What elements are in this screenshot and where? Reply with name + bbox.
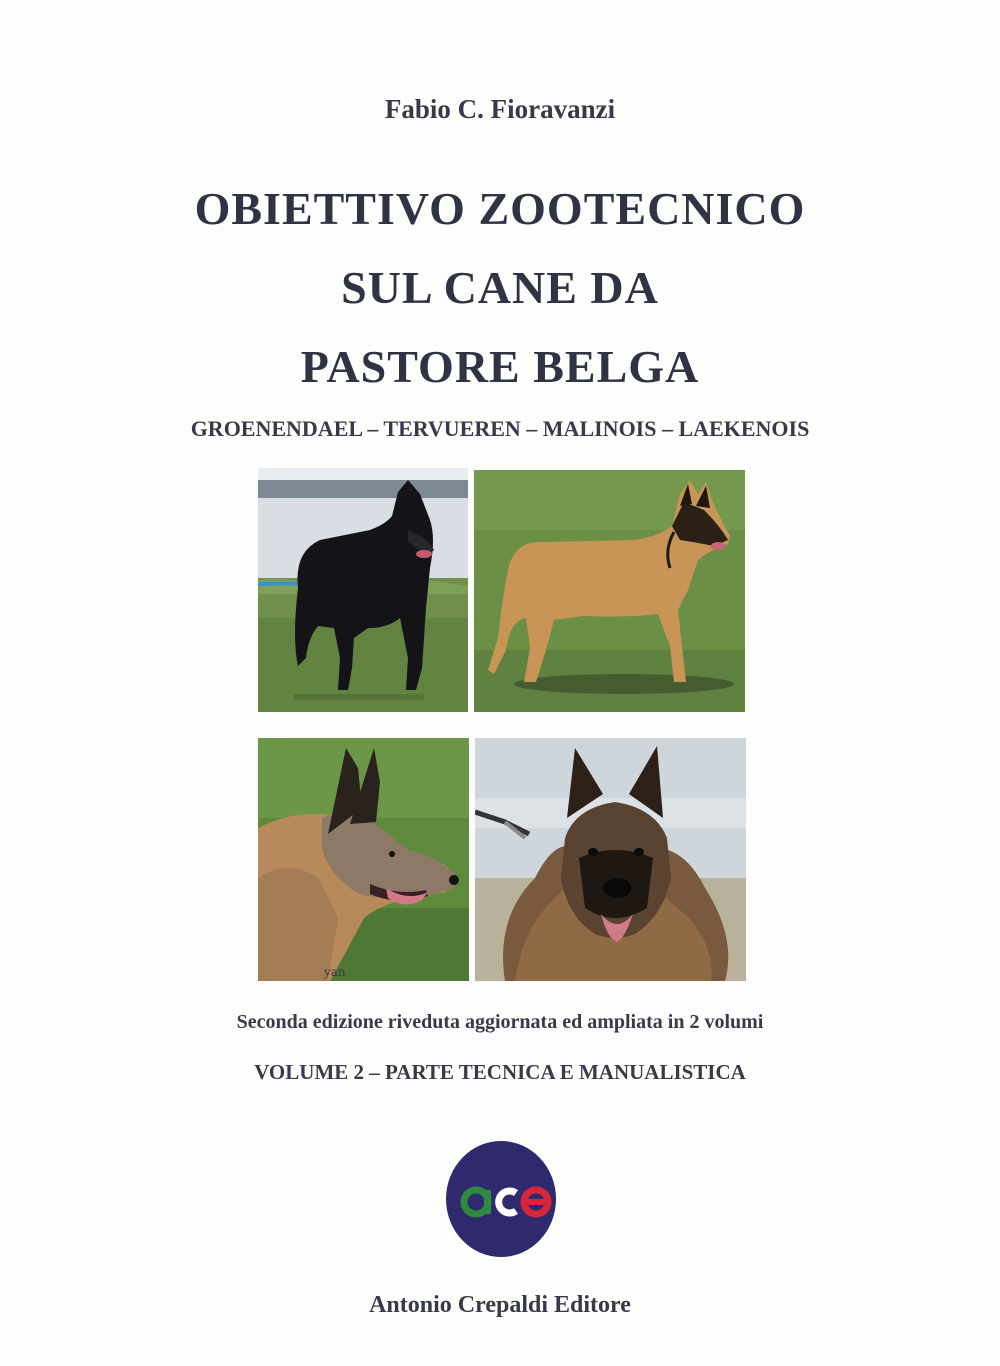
laekenois-photo xyxy=(258,738,469,981)
title-line-1: OBIETTIVO ZOOTECNICO xyxy=(194,183,806,234)
groenendael-photo xyxy=(258,468,468,712)
publisher-logo xyxy=(445,1140,557,1258)
photo-signature: yan xyxy=(324,965,346,979)
author-name: Fabio C. Fioravanzi xyxy=(384,94,616,124)
edition-note: Seconda edizione riveduta aggiornata ed ampliata in 2 volumi xyxy=(236,1011,764,1033)
malinois-photo xyxy=(474,470,745,712)
volume-label: VOLUME 2 – PARTE TECNICA E MANUALISTICA xyxy=(254,1060,746,1084)
title-line-3: PASTORE BELGA xyxy=(300,341,700,392)
title-line-2: SUL CANE DA xyxy=(341,262,659,313)
publisher-name: Antonio Crepaldi Editore xyxy=(369,1292,631,1318)
ace-logo-icon xyxy=(445,1140,557,1258)
varieties-subtitle: GROENENDAEL – TERVUEREN – MALINOIS – LAEKENOIS xyxy=(190,416,810,441)
tervueren-photo xyxy=(475,738,746,981)
